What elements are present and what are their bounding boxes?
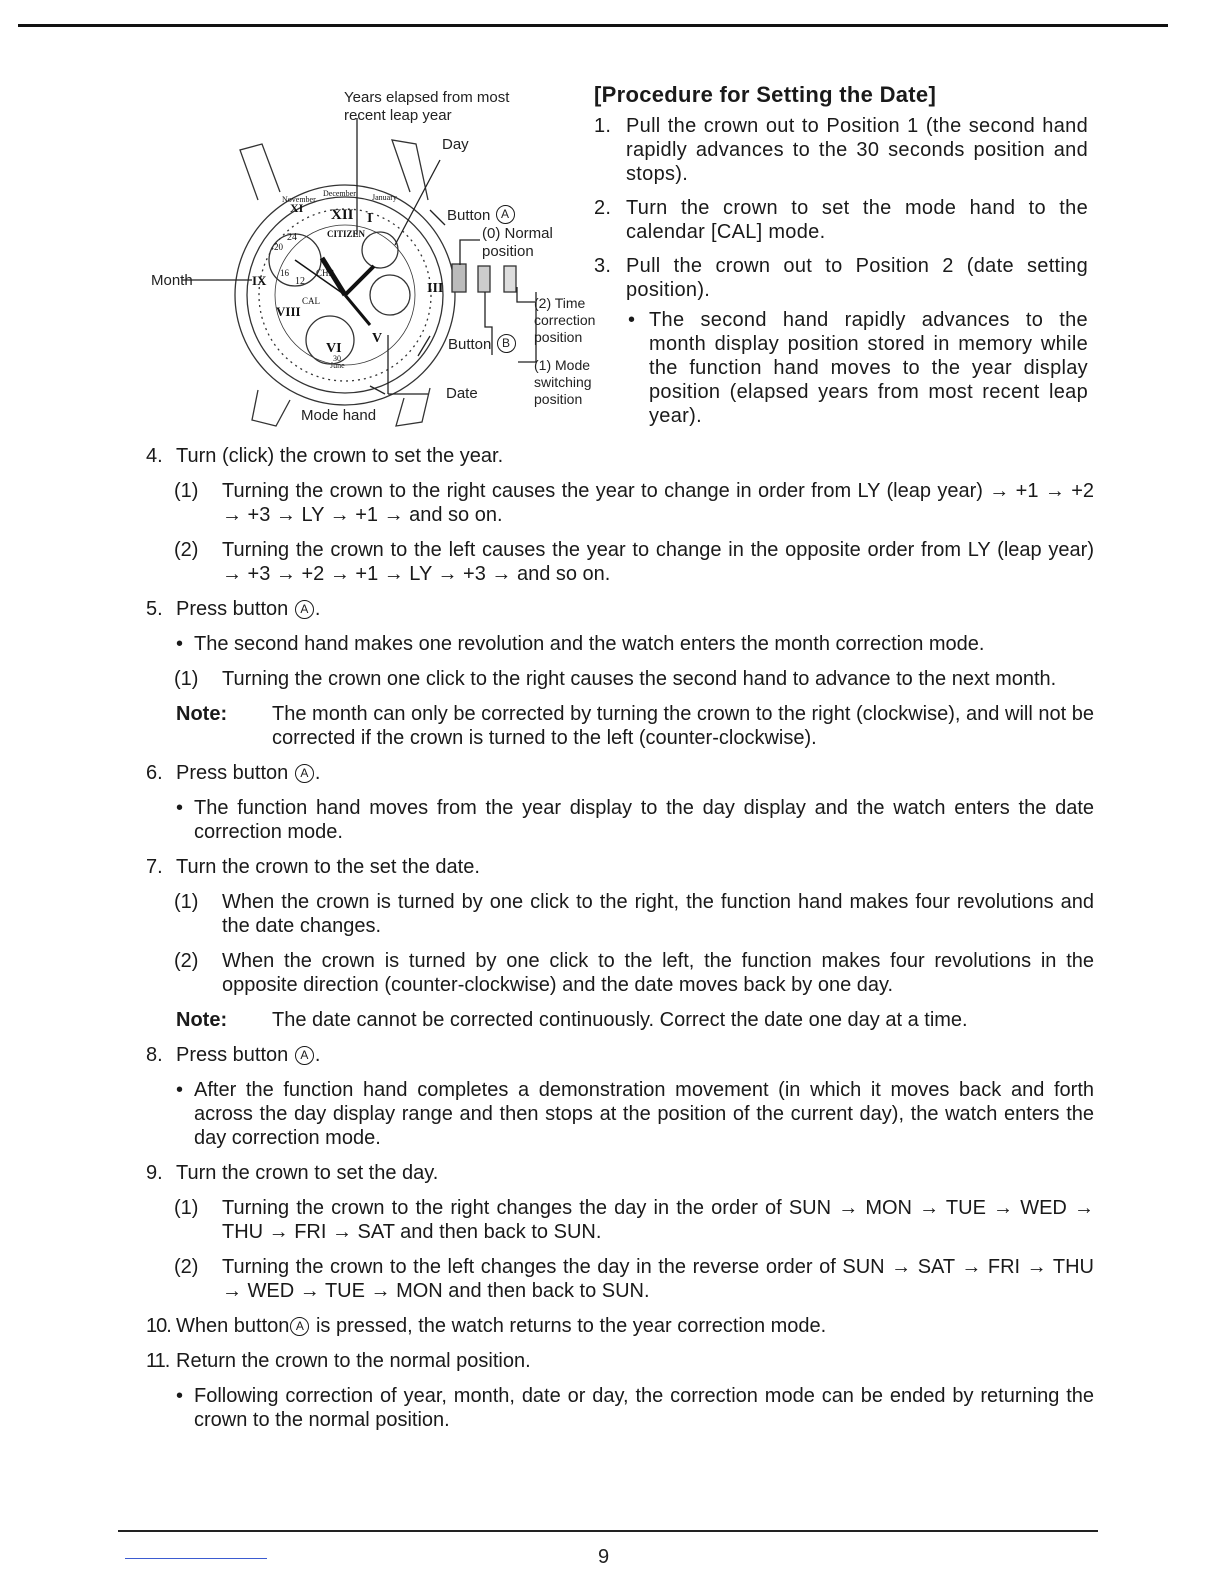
note-month: Note: The month can only be corrected by turning the crown to the right (clockwise), and will not be corrected if the crown is turned to the left (counter-clockwise). — [176, 703, 1094, 749]
button-b-icon: B — [497, 334, 516, 353]
numeral-vi: VI — [326, 341, 342, 356]
note-date: Note: The date cannot be corrected continuously. Correct the date one day at a time. — [176, 1009, 968, 1031]
step-5-bullet: • The second hand makes one revolution and the watch enters the month correction mode. — [176, 633, 985, 655]
procedure-section — [592, 82, 1088, 428]
numeral-xii: XII — [331, 207, 354, 223]
label-month: Month — [151, 272, 193, 289]
label-button-b: Button B — [448, 334, 517, 354]
step-9-2: (2) Turning the crown to the left changes the day in the reverse order of SUN → SAT → FRI → THU → WED → TUE → MON and then back to SUN. — [174, 1256, 1094, 1302]
step-4-2: (2) Turning the crown to the left causes the year to change in the opposite order from LY (leap year) → +3 → +2 → +1 → LY → +3 → and so on. — [174, 539, 1094, 585]
label-button-a: Button A — [447, 205, 516, 225]
procedure-title: [Procedure for Setting the Date] — [594, 82, 937, 107]
numeral-ix: IX — [252, 273, 267, 288]
page-number: 9 — [598, 1546, 610, 1568]
step-9-1: (1) Turning the crown to the right changes the day in the order of SUN → MON → TUE → WED → THU → FRI → SAT and then back to SUN. — [174, 1197, 1094, 1243]
button-a-icon: A — [295, 600, 314, 619]
step-10: 10. When button A is pressed, the watch returns to the year correction mode. — [146, 1315, 827, 1337]
numeral-v: V — [372, 331, 383, 346]
procedure-step-1: 1. Pull the crown out to Position 1 (the second hand rapidly advances to the 30 seconds position and stops). — [594, 115, 1088, 185]
step-6-bullet: • The function hand moves from the year display to the day display and the watch enters the date correction mode. — [176, 797, 1094, 843]
procedure-step-3: 3. Pull the crown out to Position 2 (date setting position). — [594, 255, 1088, 301]
step-7: 7. Turn the crown to the set the date. — [146, 856, 480, 878]
blue-underline — [125, 1558, 267, 1559]
subdial-12: 12 — [295, 276, 305, 287]
numeral-viii: VIII — [276, 304, 301, 319]
label-time-correction: (2) Time correction position — [534, 295, 596, 345]
step-6: 6. Press button A . — [146, 762, 321, 784]
subdial-16: 16 — [280, 268, 289, 278]
step-5: 5. Press button A . — [146, 598, 321, 620]
watch-diagram — [140, 80, 610, 430]
label-normal-position: (0) Normal position — [482, 225, 553, 260]
cal-label: CAL — [302, 296, 320, 306]
subdial-20: 20 — [274, 242, 283, 252]
numeral-i: I — [367, 211, 373, 226]
label-years-elapsed: Years elapsed from most recent leap year — [344, 89, 510, 124]
label-mode-hand: Mode hand — [301, 407, 377, 424]
label-mode-switching: (1) Mode switching position — [534, 357, 592, 407]
procedure-bullet: • The second hand rapidly advances to the month display position stored in memory while the function hand moves to the year display position (elapsed years from most recent leap year). — [628, 309, 1088, 427]
top-rule — [18, 24, 1168, 27]
step-7-2: (2) When the crown is turned by one click to the left, the function makes four revolutions in the opposite direction (counter-clockwise) and the date moves back by one day. — [174, 950, 1094, 996]
step-5-1: (1) Turning the crown one click to the right causes the second hand to advance to the next month. — [174, 668, 1057, 690]
month-december: December — [323, 189, 356, 198]
numeral-xi: XI — [290, 201, 304, 215]
numeral-iii: III — [427, 281, 444, 296]
subdial-24: 24 — [287, 232, 297, 243]
button-a-icon: A — [295, 1046, 314, 1065]
step-4-1: (1) Turning the crown to the right causes the year to change in order from LY (leap year) → +1 → +2 → +3 → LY → +1 → and so on. — [174, 480, 1094, 526]
label-date: Date — [446, 385, 478, 402]
label-day: Day — [442, 136, 469, 153]
step-8-bullet: • After the function hand completes a demonstration movement (in which it moves back and forth across the day display range and then stops at the position of the current day), the watch enters the day correction mode. — [176, 1079, 1094, 1149]
month-november: November — [282, 195, 316, 204]
main-instructions — [146, 444, 1094, 1443]
bottom-rule — [118, 1530, 1098, 1532]
button-a-icon: A — [295, 764, 314, 783]
button-a-icon: A — [290, 1317, 309, 1336]
step-8: 8. Press button A . — [146, 1044, 321, 1066]
subdial-30: 30 — [333, 354, 341, 363]
step-7-1: (1) When the crown is turned by one click to the right, the function hand makes four revolutions and the date changes. — [174, 891, 1094, 937]
step-11-bullet: • Following correction of year, month, date or day, the correction mode can be ended by returning the crown to the normal position. — [176, 1385, 1094, 1431]
step-9: 9. Turn the crown to set the day. — [146, 1162, 439, 1184]
brand-citizen: CITIZEN — [327, 229, 366, 239]
step-11: 11. Return the crown to the normal position. — [146, 1350, 531, 1372]
chr-label: CHR — [316, 268, 335, 278]
button-a-icon: A — [496, 205, 515, 224]
month-january: January — [372, 193, 397, 202]
step-4: 4. Turn (click) the crown to set the year. — [146, 445, 504, 467]
month-june: June — [330, 361, 345, 370]
procedure-step-2: 2. Turn the crown to set the mode hand to the calendar [CAL] mode. — [594, 197, 1088, 243]
